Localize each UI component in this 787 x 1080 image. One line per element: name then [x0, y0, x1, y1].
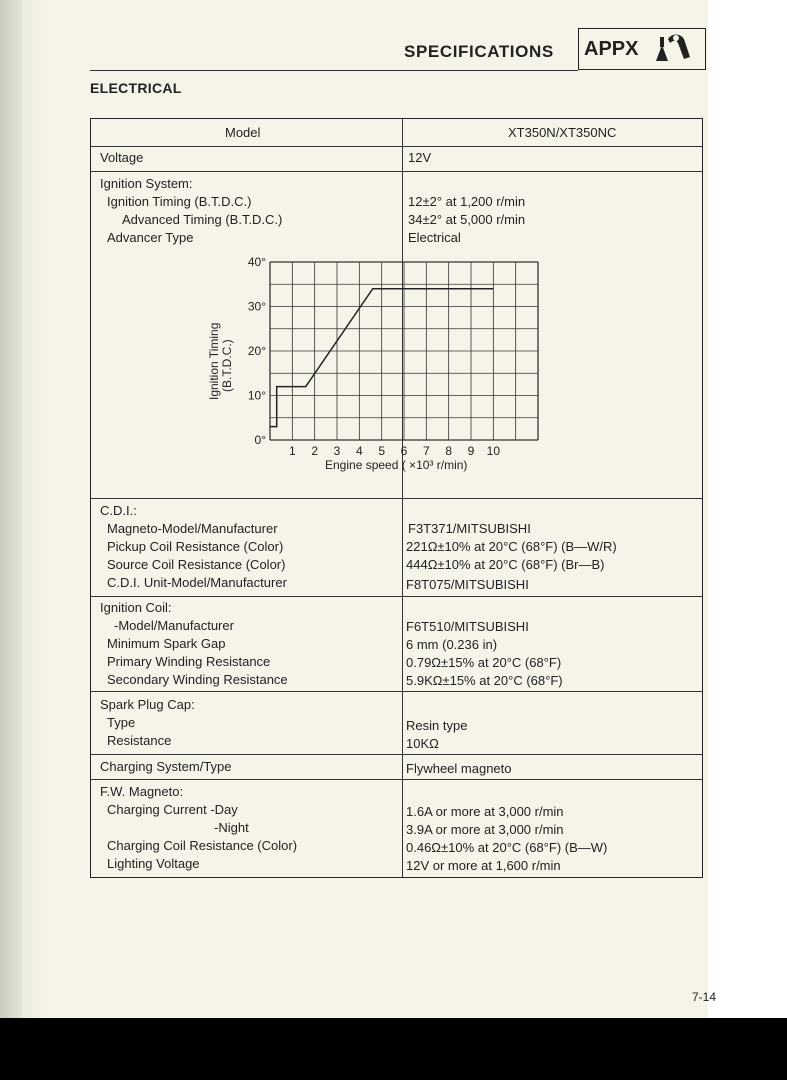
y-axis-label-unit: (B.T.D.C.)	[220, 339, 234, 392]
appendix-badge-label: APPX	[584, 37, 639, 60]
y-tick-label: 20°	[247, 344, 266, 358]
charging-coil-value: 0.46Ω±10% at 20°C (68°F) (B—W)	[406, 840, 608, 855]
y-tick-label: 10°	[247, 388, 266, 403]
cdi-value: F3T371/MITSUBISHI	[408, 521, 531, 536]
row-divider	[91, 146, 702, 147]
page-margin	[708, 0, 787, 1018]
plug-cap-resistance-value: 10KΩ	[406, 736, 439, 751]
cdi-label: Pickup Coil Resistance (Color)	[107, 539, 284, 554]
row-divider	[91, 779, 702, 780]
coil-label: -Model/Manufacturer	[114, 618, 234, 633]
charging-system-value: Flywheel magneto	[406, 761, 512, 776]
binding-shadow	[0, 0, 22, 1018]
x-axis-label: Engine speed ( ×10³ r/min)	[325, 458, 468, 472]
row-divider	[91, 171, 702, 172]
scan-background	[0, 1018, 787, 1080]
x-tick-label: 8	[445, 444, 453, 458]
charging-coil-label: Charging Coil Resistance (Color)	[107, 838, 298, 853]
charging-current-night-value: 3.9A or more at 3,000 r/min	[406, 822, 564, 837]
lighting-voltage-value: 12V or more at 1,600 r/min	[406, 858, 561, 873]
coil-label: Secondary Winding Resistance	[107, 672, 288, 687]
header-rule	[90, 70, 578, 71]
page-number: 7-14	[692, 990, 717, 1004]
row-divider	[91, 596, 702, 597]
plug-cap-resistance-label: Resistance	[107, 733, 172, 748]
x-tick-label: 1	[288, 444, 296, 458]
cdi-label: C.D.I. Unit-Model/Manufacturer	[107, 575, 287, 590]
lighting-voltage-label: Lighting Voltage	[107, 856, 200, 871]
model-value: XT350N/XT350NC	[508, 125, 617, 140]
advancer-type-label: Advancer Type	[107, 230, 194, 245]
binding-gradient	[22, 0, 48, 1018]
row-divider	[91, 498, 702, 499]
ignition-timing-label: Ignition Timing (B.T.D.C.)	[107, 194, 252, 209]
coil-value: 0.79Ω±15% at 20°C (68°F)	[406, 655, 562, 670]
x-tick-label: 6	[400, 444, 408, 458]
x-tick-label: 4	[355, 444, 363, 458]
x-tick-label: 7	[422, 444, 430, 458]
charging-current-night-label: -Night	[214, 820, 249, 835]
voltage-value: 12V	[408, 150, 432, 165]
advancer-type-value: Electrical	[408, 230, 461, 245]
coil-label: Minimum Spark Gap	[107, 636, 226, 651]
charging-system-label: Charging System/Type	[100, 759, 232, 774]
x-tick-label: 5	[378, 444, 386, 458]
advanced-timing-value: 34±2° at 5,000 r/min	[408, 212, 526, 227]
coil-value: F6T510/MITSUBISHI	[406, 619, 529, 634]
advanced-timing-label: Advanced Timing (B.T.D.C.)	[122, 212, 283, 227]
coil-value: 5.9KΩ±15% at 20°C (68°F)	[406, 673, 563, 688]
cdi-label: Source Coil Resistance (Color)	[107, 557, 286, 572]
coil-label: Primary Winding Resistance	[107, 654, 271, 669]
plug-cap-type-value: Resin type	[406, 718, 468, 733]
tools-icon	[646, 31, 694, 68]
section-heading: ELECTRICAL	[90, 80, 182, 96]
ignition-timing-chart	[200, 250, 545, 475]
ignition-coil-title: Ignition Coil:	[100, 600, 172, 615]
y-tick-label: 40°	[247, 255, 266, 269]
appendix-badge	[578, 28, 706, 70]
row-divider	[91, 691, 702, 692]
row-divider	[91, 754, 702, 755]
x-tick-label: 10	[486, 444, 501, 458]
x-tick-label: 3	[333, 444, 341, 458]
plug-cap-type-label: Type	[107, 715, 136, 730]
voltage-label: Voltage	[100, 150, 144, 165]
charging-current-day-value: 1.6A or more at 3,000 r/min	[406, 804, 564, 819]
charging-current-day-label: Charging Current -Day	[107, 802, 238, 817]
cdi-value: 221Ω±10% at 20°C (68°F) (B—W/R)	[406, 539, 617, 554]
y-tick-label: 0°	[254, 433, 266, 447]
y-axis-label: Ignition Timing	[207, 322, 221, 400]
y-tick-label: 30°	[247, 299, 266, 314]
ignition-system-title: Ignition System:	[100, 176, 193, 191]
page-title: SPECIFICATIONS	[404, 42, 554, 61]
x-tick-label: 2	[311, 444, 319, 458]
ignition-timing-value: 12±2° at 1,200 r/min	[408, 194, 526, 209]
x-tick-label: 9	[467, 444, 475, 458]
fw-magneto-title: F.W. Magneto:	[100, 784, 184, 799]
cdi-value: 444Ω±10% at 20°C (68°F) (Br—B)	[406, 557, 605, 572]
cdi-title: C.D.I.:	[100, 503, 137, 518]
model-header: Model	[225, 125, 261, 140]
cdi-label: Magneto-Model/Manufacturer	[107, 521, 278, 536]
coil-value: 6 mm (0.236 in)	[406, 637, 498, 652]
cdi-value: F8T075/MITSUBISHI	[406, 577, 529, 592]
plug-cap-title: Spark Plug Cap:	[100, 697, 195, 712]
